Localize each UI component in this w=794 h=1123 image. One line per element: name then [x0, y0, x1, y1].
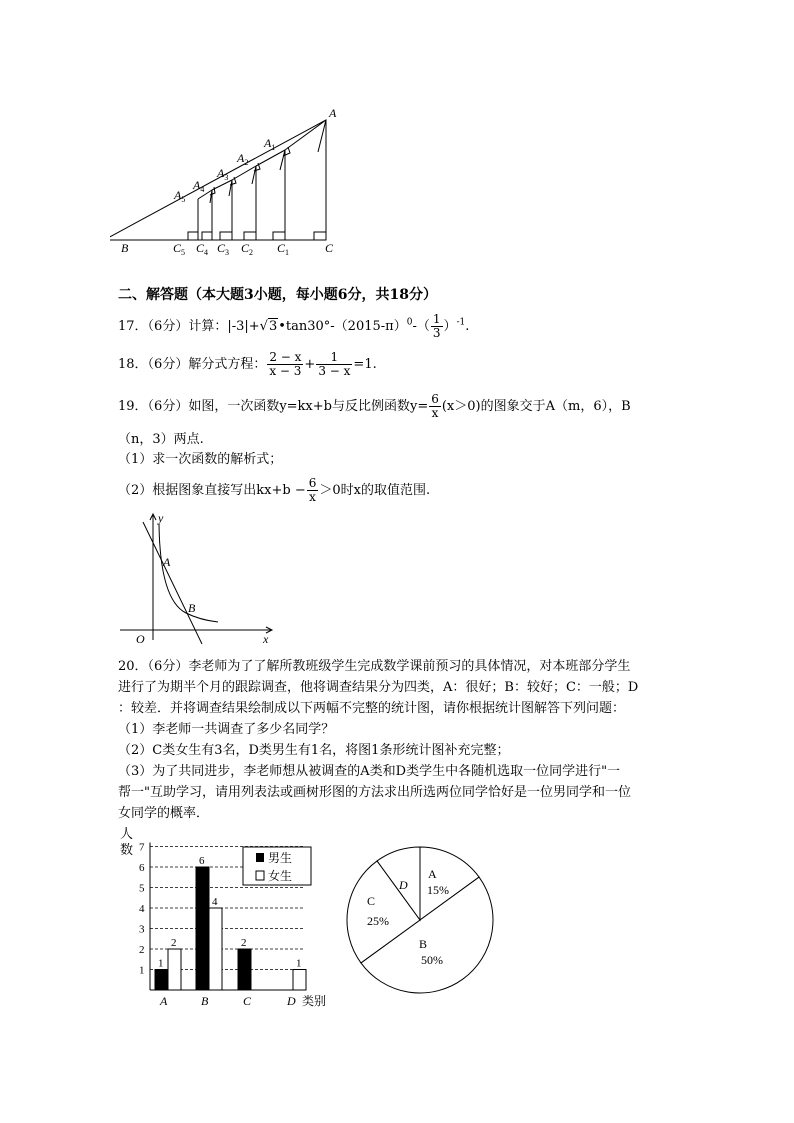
legend-label-male: 男生: [268, 851, 293, 865]
legend-swatch-male: [256, 853, 264, 862]
data-label-male: 2: [241, 937, 247, 949]
y-tick-label: 3: [139, 923, 145, 936]
question-19-line1: 19．（6分）如图，一次函数y=kx+b与反比例函数y= $\frac{6}{x}$ (x＞0)的图象交于A（m，6），B: [118, 392, 631, 420]
data-label-male: 6: [199, 855, 205, 867]
pie-label-D: D: [399, 878, 408, 892]
line-graph: [143, 522, 202, 644]
triangle-figure: [110, 100, 360, 260]
question-19-part1: （1）求一次函数的解析式；: [118, 452, 283, 467]
question-20-part1: （1）李老师一共调查了多少名同学？: [118, 722, 335, 737]
question-17: 17．（6分）计算：$|-3|+√3•\tan 30^\circ-(2015-\pi)^0-$（ $\frac{1}{3}$ ）$^{-1}$.: [118, 312, 470, 340]
label-A1: $A_1$: [264, 136, 276, 152]
legend-swatch-female: [256, 871, 264, 880]
question-20-line1: 20．（6分）李老师为了了解所教班级学生完成数学课前预习的具体情况，对本班部分学生: [118, 659, 631, 674]
data-label-male: 1: [158, 957, 164, 970]
pie-percent-A: 15%: [427, 883, 449, 897]
question-20-line3: ：较差．并将调查结果绘制成以下两幅不完整的统计图，请你根据统计图解答下列问题：: [118, 701, 626, 716]
label-C2: $C_2$: [241, 241, 254, 257]
pie-percent-C: 25%: [367, 914, 389, 928]
x-tick-label: A: [160, 994, 168, 1008]
label-C3: $C_3$: [217, 241, 230, 257]
x-axis-label: 类别: [302, 994, 327, 1008]
label-A3: $A_3$: [217, 166, 229, 182]
bar-female-B: [209, 908, 222, 990]
graph-label-y: y: [158, 511, 164, 525]
x-tick-label: C: [243, 994, 252, 1008]
y-axis-label: 数: [120, 842, 134, 857]
bar-chart: [115, 825, 335, 1010]
label-C5: $C_5$: [173, 241, 186, 257]
question-19-line2: （n，3）两点.: [118, 432, 204, 447]
label-A2: $A_2$: [237, 151, 249, 167]
bar-female-A: [168, 949, 181, 990]
label-C4: $C_4$: [196, 241, 209, 257]
bar-male-A: [155, 970, 168, 991]
graph-label-A: A: [163, 555, 171, 569]
question-20-line2: 进行了为期半个月的跟踪调查，他将调查结果分为四类，A：很好；B：较好；C：一般；D: [118, 680, 639, 695]
y-tick-label: 2: [139, 944, 145, 956]
label-A4: $A_4$: [193, 178, 205, 194]
label-A5: $A_5$: [174, 188, 186, 204]
question-20-part3-line2: 帮一"互助学习，请用列表法或画树形图的方法求出所选两位同学恰好是一位男同学和一位: [118, 785, 631, 800]
y-axis-label: 人: [120, 826, 134, 841]
y-tick-label: 4: [139, 903, 145, 915]
y-tick-label: 5: [139, 882, 145, 895]
label-B: B: [121, 241, 129, 255]
legend-label-female: 女生: [268, 869, 293, 883]
data-label-female: 4: [212, 896, 218, 908]
y-tick-label: 7: [139, 841, 145, 854]
pie-percent-B: 50%: [421, 953, 443, 967]
x-tick-label: D: [287, 994, 296, 1008]
y-tick-label: 6: [139, 862, 145, 874]
bar-female-D: [293, 970, 306, 991]
question-20-part3-line1: （3）为了共同进步，李老师想从被调查的A类和D类学生中各随机选取一位同学进行"一: [118, 764, 621, 779]
triangle-outline: [110, 120, 326, 240]
label-C: C: [325, 241, 334, 255]
data-label-female: 2: [171, 937, 177, 949]
graph-label-B: B: [188, 601, 196, 615]
label-A: A: [329, 106, 337, 120]
bar-male-B: [196, 867, 209, 990]
pie-chart: [340, 840, 500, 1000]
x-tick-label: B: [201, 994, 209, 1008]
pie-label-B: B: [419, 937, 428, 951]
pie-label-A: A: [428, 867, 437, 881]
function-graph: [112, 508, 282, 648]
question-20-part2: （2）C类女生有3名，D类男生有1名，将图1条形统计图补充完整；: [118, 743, 510, 758]
y-tick-label: 1: [139, 964, 145, 977]
section-title: 二、解答题（本大题3小题，每小题6分，共18分）: [118, 287, 437, 303]
pie-label-C: C: [367, 894, 376, 908]
graph-label-O: O: [136, 632, 145, 646]
label-C1: $C_1$: [277, 241, 290, 257]
bar-male-C: [238, 949, 251, 990]
question-18: 18．（6分）解分式方程： $\frac{2 - x}{x - 3}$ + $\frac{1}{3 - x}$ =1.: [118, 350, 377, 378]
question-20-part3-line3: 女同学的概率．: [118, 806, 210, 821]
data-label-female: 1: [296, 957, 302, 970]
graph-label-x: x: [263, 632, 269, 646]
question-19-part2: （2）根据图象直接写出kx+b − $\frac{6}{x}$ ＞0时x的取值范围.: [118, 476, 431, 504]
